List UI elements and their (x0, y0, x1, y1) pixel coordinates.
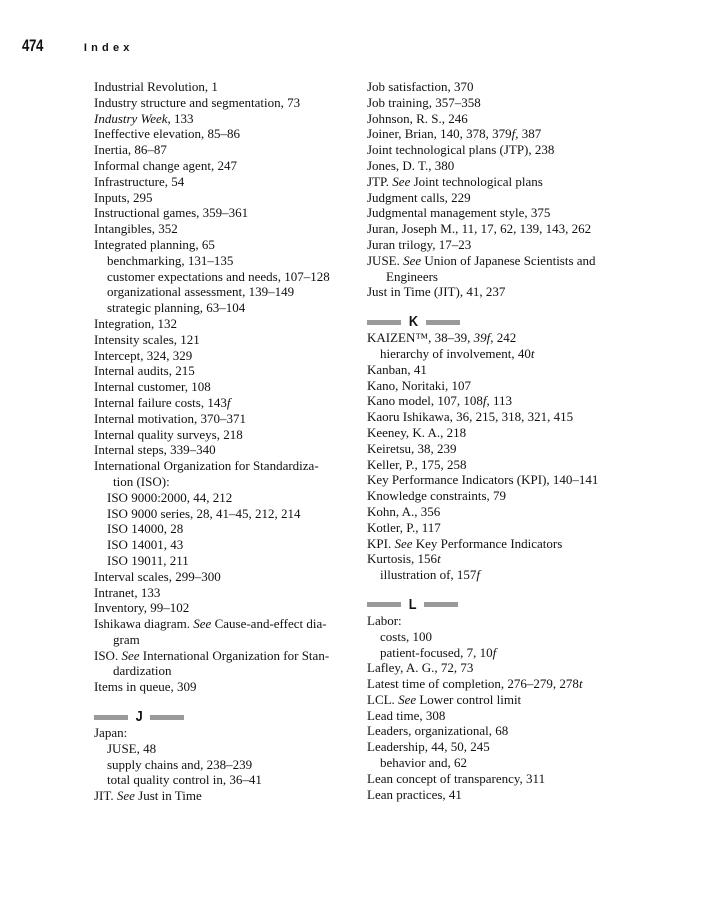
entry-text: ISO 9000 series, 28, 41–45, 212, 214 (107, 505, 301, 521)
section-letter-heading (367, 314, 637, 330)
entry-text: supply chains and, 238–239 (107, 756, 253, 772)
entry-text: Intranet, 133 (94, 584, 161, 600)
index-entry (94, 221, 359, 237)
index-entry (367, 520, 637, 536)
entry-text: Latest time of completion, 276–279, 278 (367, 676, 579, 692)
index-entry (94, 585, 359, 601)
index-entry (367, 95, 637, 111)
entry-text: See (394, 535, 413, 551)
index-entry (94, 379, 359, 395)
index-entry (94, 111, 359, 127)
index-entry (367, 393, 637, 409)
index-entry (94, 411, 359, 427)
entry-text: , 242 (490, 330, 517, 346)
entry-text: f (226, 394, 231, 410)
entry-text: Jones, D. T., 380 (367, 157, 455, 173)
index-subentry (94, 537, 359, 553)
index-subentry (367, 629, 637, 645)
index-entry (94, 142, 359, 158)
running-title: Index (83, 42, 134, 54)
entry-text: ISO 14000, 28 (107, 521, 184, 537)
index-subentry (94, 300, 359, 316)
index-entry (94, 569, 359, 585)
index-entry (94, 348, 359, 364)
entry-text: Internal steps, 339–340 (94, 442, 216, 458)
entry-text: Just in Time (JIT), 41, 237 (367, 284, 506, 300)
index-entry (367, 739, 637, 755)
index-entry (367, 488, 637, 504)
entry-text: Integration, 132 (94, 315, 178, 331)
index-subentry (94, 284, 359, 300)
entry-text: See (116, 788, 135, 804)
running-head (22, 36, 134, 58)
index-column-right (367, 79, 637, 802)
entry-text: behavior and, 62 (380, 755, 468, 771)
entry-text: Kano, Noritaki, 107 (367, 377, 471, 393)
entry-text: f (492, 644, 497, 660)
index-subentry (367, 645, 637, 661)
heading-bar-right (426, 320, 460, 325)
index-entry (367, 660, 637, 676)
index-entry (367, 441, 637, 457)
index-entry (94, 458, 359, 490)
entry-text: Intensity scales, 121 (94, 331, 200, 347)
index-entry (367, 692, 637, 708)
entry-text: Intangibles, 352 (94, 221, 178, 237)
entry-text: See (193, 616, 212, 632)
entry-text: Informal change agent, 247 (94, 157, 237, 173)
entry-text: Labor: (367, 612, 402, 628)
entry-text: International Organization for Standardiza- (94, 458, 319, 474)
entry-text: Juran trilogy, 17–23 (367, 236, 472, 252)
entry-text: Ineffective elevation, 85–86 (94, 126, 240, 142)
index-subentry (94, 772, 359, 788)
index-entry (367, 551, 637, 567)
index-entry (367, 158, 637, 174)
entry-text: Kotler, P., 117 (367, 519, 441, 535)
entry-text: Instructional games, 359–361 (94, 205, 249, 221)
entry-text: patient-focused, 7, 10 (380, 644, 493, 660)
index-subentry (367, 567, 637, 583)
entry-text: Kohn, A., 356 (367, 503, 441, 519)
entry-text: organizational assessment, 139–149 (107, 284, 295, 300)
entry-text: Inertia, 86–87 (94, 142, 167, 158)
entry-text: illustration of, 157 (380, 567, 477, 583)
index-entry (367, 708, 637, 724)
index-entry (367, 79, 637, 95)
entry-text: ISO 14001, 43 (107, 537, 184, 553)
index-entry (94, 158, 359, 174)
index-subentry (94, 506, 359, 522)
index-subentry (94, 269, 359, 285)
index-entry (94, 174, 359, 190)
index-subentry (94, 741, 359, 757)
section-letter: J (135, 708, 143, 726)
index-subentry (367, 755, 637, 771)
entry-text: KPI. (367, 535, 395, 551)
entry-text: t (530, 345, 535, 361)
entry-text: Judgmental management style, 375 (367, 205, 551, 221)
entry-text: International Organization for Stan- (139, 647, 330, 663)
section-letter: K (408, 313, 419, 331)
index-entry (367, 536, 637, 552)
index-subentry (94, 490, 359, 506)
entry-text: JIT. (94, 788, 117, 804)
entry-text: Internal failure costs, 143 (94, 394, 227, 410)
entry-text: , 113 (486, 393, 513, 409)
entry-text: Ishikawa diagram. (94, 616, 194, 632)
index-entry (367, 409, 637, 425)
index-subentry (94, 521, 359, 537)
heading-bar-left (367, 602, 401, 607)
index-entry (94, 205, 359, 221)
index-entry (367, 237, 637, 253)
entry-text: Engineers (386, 268, 438, 284)
index-entry (367, 457, 637, 473)
index-entry (367, 205, 637, 221)
index-entry (367, 253, 637, 285)
entry-text: Kurtosis, 156 (367, 551, 438, 567)
heading-bar-left (94, 715, 128, 720)
index-entry (367, 676, 637, 692)
index-entry (94, 332, 359, 348)
entry-text: See (403, 252, 422, 268)
index-entry (94, 395, 359, 411)
entry-text: Internal quality surveys, 218 (94, 426, 243, 442)
entry-text: JTP. (367, 173, 393, 189)
entry-text: Infrastructure, 54 (94, 173, 185, 189)
entry-text: Joint technological plans (JTP), 238 (367, 142, 555, 158)
entry-text: Leaders, organizational, 68 (367, 723, 509, 739)
index-entry (94, 190, 359, 206)
index-entry (367, 284, 637, 300)
entry-text: See (398, 691, 417, 707)
heading-bar-right (150, 715, 184, 720)
section-letter-heading (94, 709, 359, 725)
index-entry (367, 126, 637, 142)
index-entry (367, 362, 637, 378)
entry-text: t (437, 551, 441, 567)
index-entry (367, 504, 637, 520)
index-entry (94, 600, 359, 616)
index-entry (94, 679, 359, 695)
entry-text: f (482, 393, 487, 409)
entry-text: f (511, 126, 516, 142)
index-entry (94, 316, 359, 332)
entry-text: t (578, 676, 583, 692)
entry-text: strategic planning, 63–104 (107, 300, 246, 316)
heading-bar-right (424, 602, 458, 607)
index-entry (367, 787, 637, 803)
entry-text: Industrial Revolution, 1 (94, 79, 218, 94)
index-entry (367, 723, 637, 739)
index-entry (94, 648, 359, 680)
entry-text: Juran, Joseph M., 11, 17, 62, 139, 143, 262 (367, 221, 592, 237)
entry-text: Japan: (94, 725, 128, 741)
index-entry (94, 442, 359, 458)
entry-text: Internal audits, 215 (94, 363, 195, 379)
entry-text: Lean practices, 41 (367, 786, 462, 802)
entry-text: Union of Japanese Scientists and (421, 252, 596, 268)
entry-text: Judgment calls, 229 (367, 189, 471, 205)
entry-text: dardization (113, 663, 172, 679)
section-letter-heading (367, 597, 637, 613)
entry-text: Inventory, 99–102 (94, 600, 190, 616)
index-subentry (367, 346, 637, 362)
entry-text: ISO 19011, 211 (107, 552, 189, 568)
entry-text: Internal motivation, 370–371 (94, 410, 247, 426)
entry-text: Job satisfaction, 370 (367, 79, 474, 94)
entry-text: hierarchy of involvement, 40 (380, 345, 531, 361)
index-entry (94, 126, 359, 142)
entry-text: ISO 9000:2000, 44, 212 (107, 489, 233, 505)
entry-text: Job training, 357–358 (367, 94, 481, 110)
entry-text: Johnson, R. S., 246 (367, 110, 468, 126)
index-entry (367, 472, 637, 488)
entry-text: total quality control in, 36–41 (107, 772, 262, 788)
entry-text: tion (ISO): (113, 473, 170, 489)
entry-text: , 133 (167, 110, 194, 126)
entry-text: Lower control limit (416, 691, 522, 707)
index-entry (94, 363, 359, 379)
entry-text: Keeney, K. A., 218 (367, 424, 467, 440)
entry-text: Interval scales, 299–300 (94, 568, 221, 584)
entry-text: Knowledge constraints, 79 (367, 488, 507, 504)
entry-text: Lead time, 308 (367, 707, 446, 723)
entry-text: Joiner, Brian, 140, 378, 379 (367, 126, 512, 142)
entry-text: benchmarking, 131–135 (107, 252, 234, 268)
index-entry (94, 95, 359, 111)
entry-text: ISO. (94, 647, 122, 663)
entry-text: Key Performance Indicators (412, 535, 563, 551)
index-entry (367, 142, 637, 158)
entry-text: f (476, 567, 481, 583)
index-entry (367, 111, 637, 127)
index-entry (94, 725, 359, 741)
entry-text: Leadership, 44, 50, 245 (367, 739, 490, 755)
entry-text: LCL. (367, 691, 399, 707)
index-subentry (94, 553, 359, 569)
index-entry (94, 237, 359, 253)
entry-text: costs, 100 (380, 628, 432, 644)
index-subentry (94, 757, 359, 773)
entry-text: gram (113, 631, 140, 647)
section-letter: L (408, 596, 417, 613)
entry-text: JUSE, 48 (107, 740, 157, 756)
entry-text: 39f (473, 330, 491, 346)
entry-text: Kanban, 41 (367, 361, 427, 377)
entry-text: Just in Time (134, 788, 202, 804)
index-entry (367, 378, 637, 394)
index-entry (367, 174, 637, 190)
entry-text: See (392, 173, 411, 189)
entry-text: Cause-and-effect dia- (211, 616, 327, 632)
entry-text: See (121, 647, 140, 663)
entry-text: Keller, P., 175, 258 (367, 456, 467, 472)
index-entry (367, 425, 637, 441)
index-entry (367, 771, 637, 787)
entry-text: Industry structure and segmentation, 73 (94, 94, 301, 110)
entry-text: Intercept, 324, 329 (94, 347, 193, 363)
index-entry (367, 330, 637, 346)
entry-text: Kaoru Ishikawa, 36, 215, 318, 321, 415 (367, 409, 574, 425)
entry-text: customer expectations and needs, 107–128 (107, 268, 330, 284)
entry-text: Inputs, 295 (94, 189, 153, 205)
index-entry (94, 427, 359, 443)
index-entry (94, 79, 359, 95)
entry-text: Lafley, A. G., 72, 73 (367, 660, 474, 676)
entry-text: Internal customer, 108 (94, 379, 211, 395)
entry-text: Lean concept of transparency, 311 (367, 770, 546, 786)
index-entry (94, 616, 359, 648)
index-entry (94, 788, 359, 804)
entry-text: Keiretsu, 38, 239 (367, 440, 457, 456)
index-subentry (94, 253, 359, 269)
entry-text: Integrated planning, 65 (94, 236, 215, 252)
index-column-left (94, 79, 359, 804)
heading-bar-left (367, 320, 401, 325)
entry-text: KAIZEN™, 38–39, (367, 330, 474, 346)
entry-text: Items in queue, 309 (94, 679, 197, 695)
entry-text: Key Performance Indicators (KPI), 140–141 (367, 472, 599, 488)
index-entry (367, 221, 637, 237)
index-entry (367, 613, 637, 629)
entry-text: Kano model, 107, 108 (367, 393, 483, 409)
entry-text: JUSE. (367, 252, 404, 268)
entry-text: , 387 (515, 126, 542, 142)
entry-text: Joint technological plans (410, 173, 543, 189)
index-entry (367, 190, 637, 206)
entry-text: Industry Week (94, 110, 168, 126)
page-number: 474 (22, 36, 43, 55)
